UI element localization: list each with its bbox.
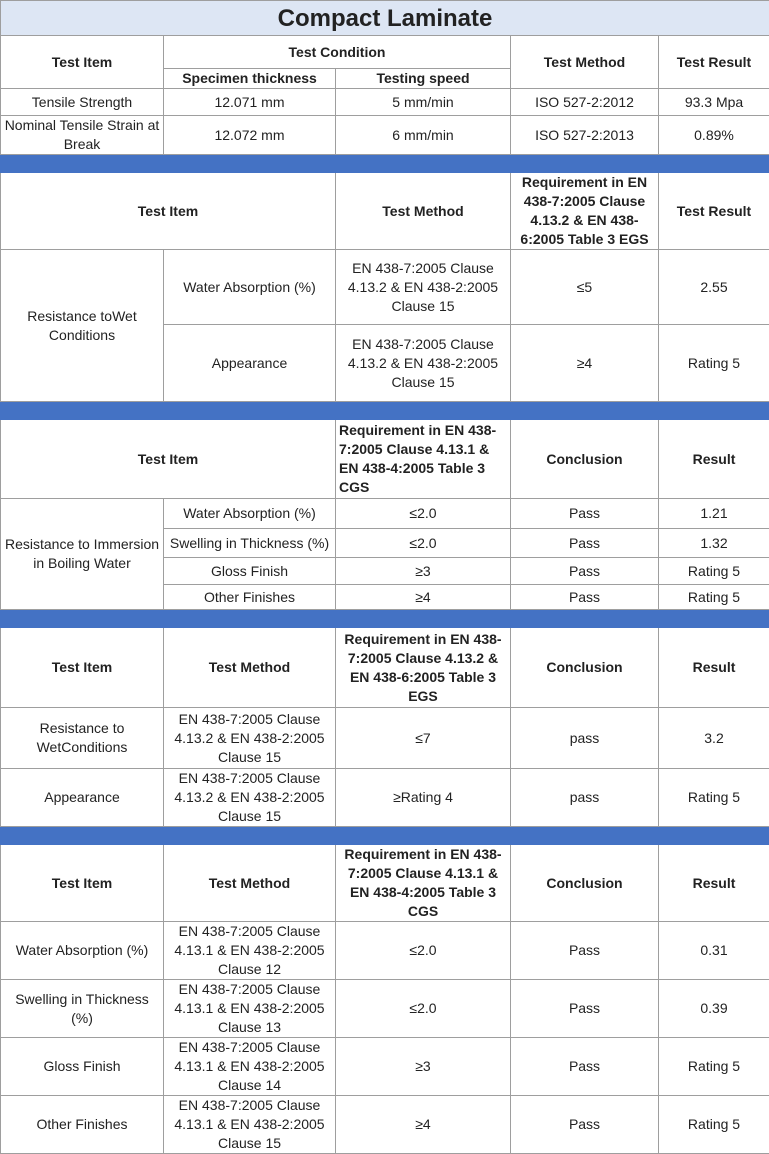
s5-row3-conclusion: Pass [511, 1038, 659, 1096]
s2-row2-result: Rating 5 [659, 325, 769, 402]
s4-row1-result: 3.2 [659, 708, 769, 769]
s4-row2-requirement: ≥Rating 4 [336, 769, 511, 827]
s4-header-result: Result [659, 628, 769, 708]
s2-group-label: Resistance toWet Conditions [1, 250, 164, 402]
s5-row3-method: EN 438-7:2005 Clause 4.13.1 & EN 438-2:2005 Clause 14 [164, 1038, 336, 1096]
s5-row2-item: Swelling in Thickness (%) [1, 980, 164, 1038]
section-divider [1, 827, 769, 845]
s1-row2-speed: 6 mm/min [336, 116, 511, 155]
table-row [1, 499, 769, 529]
s1-row2-item: Nominal Tensile Strain at Break [1, 116, 164, 155]
s2-header-test-result: Test Result [659, 173, 769, 250]
s1-row1-thickness: 12.071 mm [164, 89, 336, 116]
s1-header-test-condition: Test Condition [164, 36, 511, 69]
s1-header-testing-speed: Testing speed [336, 69, 511, 89]
s2-row1-item: Water Absorption (%) [164, 250, 336, 325]
table-row [1, 980, 769, 1038]
s5-row1-result: 0.31 [659, 922, 769, 980]
s3-header-conclusion: Conclusion [511, 420, 659, 499]
page-title: Compact Laminate [1, 1, 769, 36]
s5-row2-conclusion: Pass [511, 980, 659, 1038]
s1-row1-speed: 5 mm/min [336, 89, 511, 116]
table-row [1, 116, 769, 155]
table-row [1, 769, 769, 827]
s5-row4-item: Other Finishes [1, 1096, 164, 1154]
s4-header-test-method: Test Method [164, 628, 336, 708]
s5-header-conclusion: Conclusion [511, 845, 659, 922]
s5-row3-item: Gloss Finish [1, 1038, 164, 1096]
s3-row4-requirement: ≥4 [336, 585, 511, 610]
s2-row2-item: Appearance [164, 325, 336, 402]
s4-header-test-item: Test Item [1, 628, 164, 708]
s3-row3-result: Rating 5 [659, 558, 769, 585]
table-row [1, 1038, 769, 1096]
s4-row1-requirement: ≤7 [336, 708, 511, 769]
s3-row3-item: Gloss Finish [164, 558, 336, 585]
s5-header-test-item: Test Item [1, 845, 164, 922]
s5-row3-result: Rating 5 [659, 1038, 769, 1096]
s2-row1-method: EN 438-7:2005 Clause 4.13.2 & EN 438-2:2005 Clause 15 [336, 250, 511, 325]
s1-header-test-result: Test Result [659, 36, 769, 89]
s3-row3-requirement: ≥3 [336, 558, 511, 585]
s5-header-result: Result [659, 845, 769, 922]
s1-row1-item: Tensile Strength [1, 89, 164, 116]
s3-row1-conclusion: Pass [511, 499, 659, 529]
s5-row2-method: EN 438-7:2005 Clause 4.13.1 & EN 438-2:2005 Clause 13 [164, 980, 336, 1038]
section-divider [1, 155, 769, 173]
s3-header-test-item: Test Item [1, 420, 336, 499]
table-row [1, 1096, 769, 1154]
section-divider [1, 610, 769, 628]
s2-row1-requirement: ≤5 [511, 250, 659, 325]
s3-row4-item: Other Finishes [164, 585, 336, 610]
s4-row1-conclusion: pass [511, 708, 659, 769]
s5-row4-result: Rating 5 [659, 1096, 769, 1154]
s4-row2-item: Appearance [1, 769, 164, 827]
s2-header-test-method: Test Method [336, 173, 511, 250]
table-row [1, 922, 769, 980]
table-row [1, 250, 769, 325]
s5-header-requirement: Requirement in EN 438-7:2005 Clause 4.13.1 & EN 438-4:2005 Table 3 CGS [336, 845, 511, 922]
s3-row3-conclusion: Pass [511, 558, 659, 585]
s3-row1-requirement: ≤2.0 [336, 499, 511, 529]
section-divider [1, 402, 769, 420]
s1-row2-thickness: 12.072 mm [164, 116, 336, 155]
s4-row2-method: EN 438-7:2005 Clause 4.13.2 & EN 438-2:2005 Clause 15 [164, 769, 336, 827]
s5-row1-item: Water Absorption (%) [1, 922, 164, 980]
s1-row2-result: 0.89% [659, 116, 769, 155]
s5-row3-requirement: ≥3 [336, 1038, 511, 1096]
s3-row1-item: Water Absorption (%) [164, 499, 336, 529]
s4-row1-item: Resistance to WetConditions [1, 708, 164, 769]
table-row [1, 89, 769, 116]
s5-row1-requirement: ≤2.0 [336, 922, 511, 980]
table-row [1, 708, 769, 769]
s2-header-requirement: Requirement in EN 438-7:2005 Clause 4.13.2 & EN 438-6:2005 Table 3 EGS [511, 173, 659, 250]
s2-row2-method: EN 438-7:2005 Clause 4.13.2 & EN 438-2:2005 Clause 15 [336, 325, 511, 402]
s1-row1-method: ISO 527-2:2012 [511, 89, 659, 116]
s3-row4-result: Rating 5 [659, 585, 769, 610]
s1-header-specimen-thickness: Specimen thickness [164, 69, 336, 89]
s3-header-requirement: Requirement in EN 438-7:2005 Clause 4.13.1 & EN 438-4:2005 Table 3 CGS [336, 420, 511, 499]
s2-row1-result: 2.55 [659, 250, 769, 325]
s5-header-test-method: Test Method [164, 845, 336, 922]
s4-row1-method: EN 438-7:2005 Clause 4.13.2 & EN 438-2:2005 Clause 15 [164, 708, 336, 769]
s5-row4-method: EN 438-7:2005 Clause 4.13.1 & EN 438-2:2005 Clause 15 [164, 1096, 336, 1154]
s5-row1-conclusion: Pass [511, 922, 659, 980]
s4-header-conclusion: Conclusion [511, 628, 659, 708]
s5-row2-requirement: ≤2.0 [336, 980, 511, 1038]
s3-row2-item: Swelling in Thickness (%) [164, 529, 336, 558]
s1-header-test-method: Test Method [511, 36, 659, 89]
s2-row2-requirement: ≥4 [511, 325, 659, 402]
s5-row2-result: 0.39 [659, 980, 769, 1038]
s3-row1-result: 1.21 [659, 499, 769, 529]
s5-row4-requirement: ≥4 [336, 1096, 511, 1154]
s3-row2-requirement: ≤2.0 [336, 529, 511, 558]
s1-header-test-item: Test Item [1, 36, 164, 89]
s1-row2-method: ISO 527-2:2013 [511, 116, 659, 155]
s3-group-label: Resistance to Immersion in Boiling Water [1, 499, 164, 610]
s3-header-result: Result [659, 420, 769, 499]
s3-row2-result: 1.32 [659, 529, 769, 558]
s4-row2-conclusion: pass [511, 769, 659, 827]
s3-row2-conclusion: Pass [511, 529, 659, 558]
s5-row1-method: EN 438-7:2005 Clause 4.13.1 & EN 438-2:2005 Clause 12 [164, 922, 336, 980]
s1-row1-result: 93.3 Mpa [659, 89, 769, 116]
s2-header-test-item: Test Item [1, 173, 336, 250]
s4-row2-result: Rating 5 [659, 769, 769, 827]
s4-header-requirement: Requirement in EN 438-7:2005 Clause 4.13.2 & EN 438-6:2005 Table 3 EGS [336, 628, 511, 708]
s5-row4-conclusion: Pass [511, 1096, 659, 1154]
s3-row4-conclusion: Pass [511, 585, 659, 610]
